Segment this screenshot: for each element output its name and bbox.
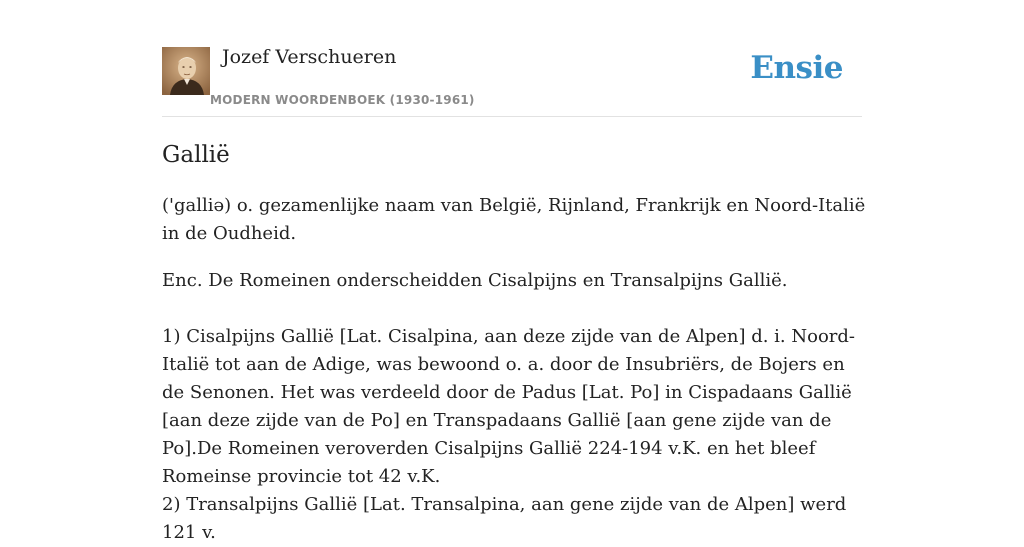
entry-definition: ('galliə) o. gezamenlijke naam van België, Rijnland, Frankrijk en Noord-Italië in de Oudheid.: [162, 195, 866, 244]
encyclopedia-intro: Enc. De Romeinen onderscheidden Cisalpijns en Transalpijns Gallië.: [162, 270, 788, 291]
author-avatar[interactable]: [162, 47, 210, 95]
ensie-logo[interactable]: Ensie: [750, 50, 843, 86]
entry-title: Gallië: [162, 142, 230, 168]
dictionary-source[interactable]: MODERN WOORDENBOEK (1930-1961): [210, 93, 475, 107]
encyclopedia-paragraph: 2) Transalpijns Gallië [Lat. Transalpina, aan gene zijde van de Alpen] werd 121 v.: [162, 494, 847, 543]
encyclopedia-paragraph: 1) Cisalpijns Gallië [Lat. Cisalpina, aan deze zijde van de Alpen] d. i. Noord-Italië tot aan de Adige, was bewoond o. a. door de Insubriërs, de Bojers en de Senonen. Het was verdeeld door de Padus [Lat. Po] in Cispadaans Gallië [aan deze zijde van de Po] en Transpadaans Gallië [aan gene zijde van de Po].De Romeinen veroverden Cisalpijns Gallië 224-194 v.K. en het bleef Romeinse provincie tot 42 v.K.: [162, 326, 856, 487]
portrait-photo-icon: [162, 47, 210, 95]
paragraph-spacer: [162, 295, 866, 323]
author-name[interactable]: Jozef Verschueren: [222, 46, 397, 68]
entry-content: [162, 140, 866, 547]
page-header: [162, 0, 862, 117]
